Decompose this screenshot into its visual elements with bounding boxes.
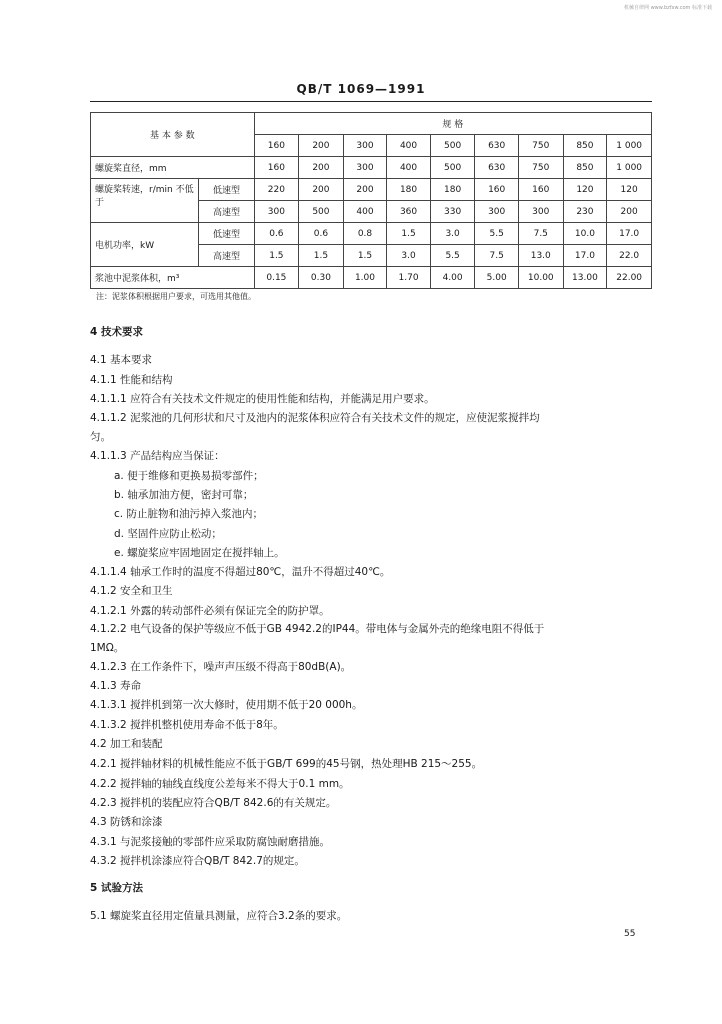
table-cell: 1.5 [343, 245, 387, 267]
table-cell: 0.8 [343, 223, 387, 245]
table-cell: 160 [254, 157, 299, 179]
text-line: 匀。 [90, 431, 111, 443]
table-cell: 1.00 [343, 267, 387, 289]
table-cell: 120 [607, 179, 652, 201]
table-cell: 4.00 [430, 267, 475, 289]
table-cell: 0.6 [254, 223, 299, 245]
table-cell: 300 [254, 201, 299, 223]
table-cell: 1.5 [254, 245, 299, 267]
section-title: 4 技术要求 [90, 326, 143, 338]
table-cell: 120 [563, 179, 607, 201]
table-cell: 22.00 [607, 267, 652, 289]
text-line: 4.2.3 搅拌机的装配应符合QB/T 842.6的有关规定。 [90, 797, 337, 809]
table-cell: 1.5 [387, 223, 431, 245]
table-cell: 5.5 [430, 245, 475, 267]
text-line: 4.1.1.1 应符合有关技术文件规定的使用性能和结构，并能满足用户要求。 [90, 393, 435, 405]
power-low-label: 低速型 [199, 223, 254, 245]
speed-high-label: 高速型 [199, 201, 254, 223]
table-cell: 300 [518, 201, 563, 223]
table-cell: 1 000 [607, 135, 652, 157]
standard-header: QB/T 1069—1991 [296, 82, 426, 96]
watermark: 机械自律网 www.bzfxw.com 标准下载 [624, 5, 712, 11]
table-cell: 220 [254, 179, 299, 201]
table-cell: 200 [343, 179, 387, 201]
volume-label: 浆池中泥浆体积，m³ [91, 267, 255, 289]
text-line: a. 便于维修和更换易损零部件； [114, 470, 264, 482]
power-low-row [91, 223, 652, 245]
diameter-row [91, 157, 652, 179]
table-cell: 300 [343, 157, 387, 179]
table-cell: 17.0 [563, 245, 607, 267]
table-cell: 180 [387, 179, 431, 201]
table-cell: 200 [299, 135, 344, 157]
table-cell: 330 [430, 201, 475, 223]
table-cell: 400 [387, 157, 431, 179]
table-cell: 230 [563, 201, 607, 223]
text-line: b. 轴承加油方便，密封可靠； [114, 489, 254, 501]
table-cell: 160 [518, 179, 563, 201]
text-line: 4.1.2.1 外露的转动部件必须有保证完全的防护罩。 [90, 605, 330, 617]
speed-low-label: 低速型 [199, 179, 254, 201]
table-cell: 500 [430, 157, 475, 179]
param-header: 基 本 参 数 [91, 113, 255, 157]
page-number: 55 [624, 929, 636, 939]
text-line: 4.1.3.1 搅拌机到第一次大修时，使用期不低于20 000h。 [90, 699, 363, 711]
table-cell: 5.5 [475, 223, 519, 245]
table-cell: 630 [475, 135, 519, 157]
table-cell: 160 [254, 135, 299, 157]
table-cell: 0.15 [254, 267, 299, 289]
table-header-row [91, 113, 652, 135]
text-line: 4.1.2 安全和卫生 [90, 585, 173, 597]
section-title: 5 试验方法 [90, 882, 143, 894]
table-cell: 0.30 [299, 267, 344, 289]
table-cell: 360 [387, 201, 431, 223]
table-cell: 13.00 [563, 267, 607, 289]
spec-table [90, 112, 652, 289]
table-cell: 850 [563, 157, 607, 179]
text-line: 4.1.2.3 在工作条件下，噪声声压级不得高于80dB(A)。 [90, 661, 352, 673]
text-line: 4.3 防锈和涂漆 [90, 816, 163, 828]
table-cell: 200 [299, 179, 344, 201]
table-cell: 200 [299, 157, 344, 179]
text-line: 4.1.1.2 泥浆池的几何形状和尺寸及池内的泥浆体积应符合有关技术文件的规定，应使泥浆搅拌均 [90, 412, 540, 424]
table-cell: 3.0 [387, 245, 431, 267]
table-cell: 7.5 [518, 223, 563, 245]
table-cell: 1.5 [299, 245, 344, 267]
table-cell: 850 [563, 135, 607, 157]
text-line: 5.1 螺旋桨直径用定值量具测量，应符合3.2条的要求。 [90, 910, 348, 922]
text-line: e. 螺旋桨应牢固地固定在搅拌轴上。 [114, 547, 285, 559]
power-label: 电机功率，kW [91, 223, 199, 267]
speed-low-row [91, 179, 652, 201]
table-cell: 10.00 [518, 267, 563, 289]
table-cell: 180 [430, 179, 475, 201]
table-cell: 3.0 [430, 223, 475, 245]
spec-header: 规 格 [254, 113, 651, 135]
table-cell: 1 000 [607, 157, 652, 179]
table-cell: 5.00 [475, 267, 519, 289]
text-line: c. 防止脏物和油污掉入浆池内； [114, 508, 263, 520]
text-line: 1MΩ。 [90, 642, 125, 654]
table-cell: 1.70 [387, 267, 431, 289]
table-cell: 500 [430, 135, 475, 157]
text-line: 4.3.2 搅拌机涂漆应符合QB/T 842.7的规定。 [90, 855, 305, 867]
table-cell: 200 [607, 201, 652, 223]
table-cell: 17.0 [607, 223, 652, 245]
text-line: 4.1.1.3 产品结构应当保证： [90, 450, 225, 462]
table-cell: 300 [343, 135, 387, 157]
text-line: 4.1.2.2 电气设备的保护等级应不低于GB 4942.2的IP44。带电体与金属外壳的绝缘电阻不得低于 [90, 623, 545, 635]
table-cell: 400 [343, 201, 387, 223]
text-line: 4.1.1 性能和结构 [90, 374, 173, 386]
power-high-label: 高速型 [199, 245, 254, 267]
volume-row [91, 267, 652, 289]
text-line: 4.2.2 搅拌轴的轴线直线度公差每米不得大于0.1 mm。 [90, 778, 350, 790]
diameter-label: 螺旋桨直径，mm [91, 157, 255, 179]
text-line: 4.3.1 与泥浆接触的零部件应采取防腐蚀耐磨措施。 [90, 836, 331, 848]
table-cell: 160 [475, 179, 519, 201]
table-cell: 630 [475, 157, 519, 179]
table-cell: 22.0 [607, 245, 652, 267]
table-cell: 300 [475, 201, 519, 223]
table-cell: 400 [387, 135, 431, 157]
table-cell: 750 [518, 157, 563, 179]
table-note: 注：泥浆体积根据用户要求，可选用其他值。 [96, 292, 256, 301]
text-line: 4.1.3 寿命 [90, 680, 142, 692]
table-cell: 10.0 [563, 223, 607, 245]
speed-label: 螺旋桨转速，r/min 不低于 [91, 179, 199, 223]
text-line: 4.1.1.4 轴承工作时的温度不得超过80℃，温升不得超过40℃。 [90, 566, 391, 578]
table-cell: 750 [518, 135, 563, 157]
table-cell: 13.0 [518, 245, 563, 267]
text-line: 4.2 加工和装配 [90, 738, 163, 750]
text-line: 4.2.1 搅拌轴材料的机械性能应不低于GB/T 699的45号钢，热处理HB 215～255。 [90, 758, 483, 770]
table-cell: 0.6 [299, 223, 344, 245]
table-cell: 500 [299, 201, 344, 223]
text-line: 4.1 基本要求 [90, 354, 153, 366]
text-line: 4.1.3.2 搅拌机整机使用寿命不低于8年。 [90, 719, 284, 731]
table-cell: 7.5 [475, 245, 519, 267]
text-line: d. 坚固件应防止松动； [114, 528, 222, 540]
header-rule [90, 101, 652, 102]
